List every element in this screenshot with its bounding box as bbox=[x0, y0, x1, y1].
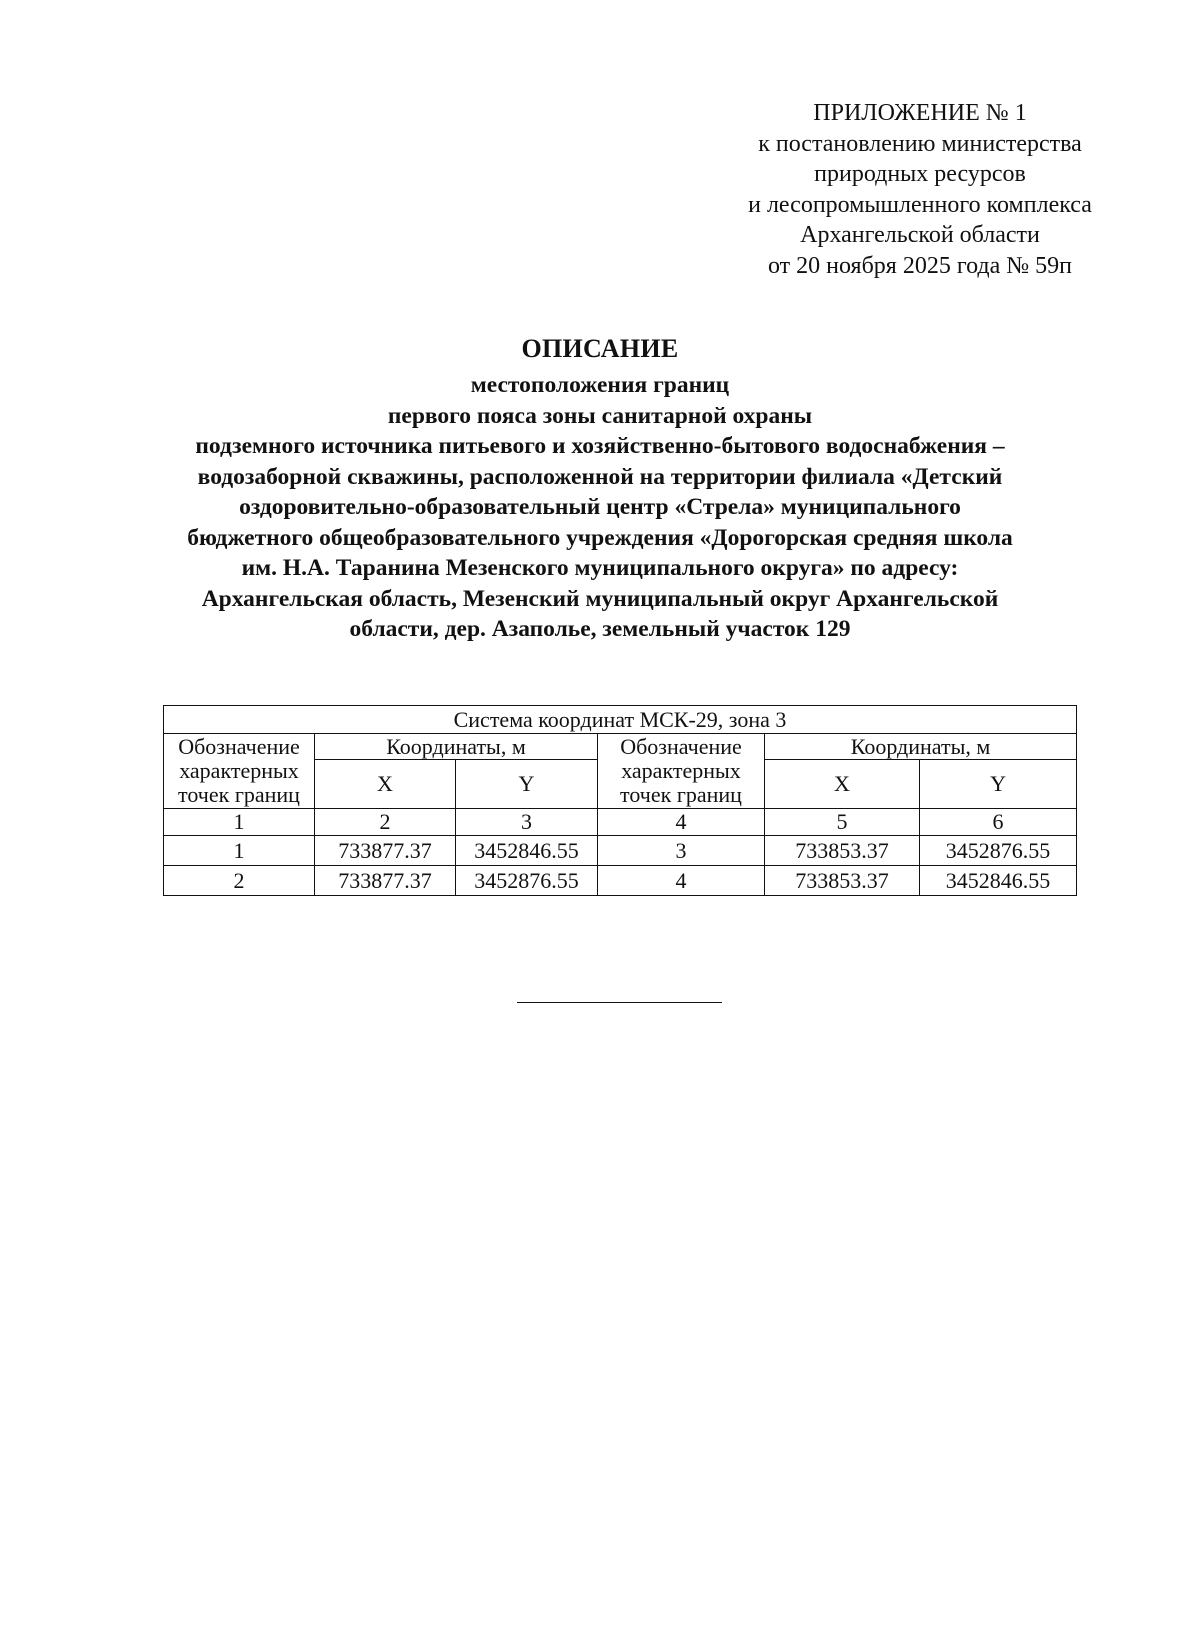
table-row bbox=[164, 866, 1077, 896]
header-text-line: точек границ bbox=[620, 782, 742, 807]
document-title: ОПИСАНИЕ bbox=[521, 334, 679, 363]
x-value-cell: 733853.37 bbox=[765, 836, 920, 866]
point-number-cell: 2 bbox=[164, 866, 315, 896]
column-number: 4 bbox=[598, 809, 765, 836]
heading-line: подземного источника питьевого и хозяйственно-бытового водоснабжения – bbox=[195, 433, 1005, 459]
closing-divider bbox=[517, 1002, 722, 1003]
y-header-left: Y bbox=[456, 760, 598, 809]
table-system-row bbox=[164, 706, 1077, 734]
appendix-line: и лесопромышленного комплекса bbox=[748, 191, 1092, 218]
heading-line: первого пояса зоны санитарной охраны bbox=[387, 402, 813, 429]
y-value-cell: 3452876.55 bbox=[920, 836, 1077, 866]
header-text-line: характерных bbox=[621, 758, 741, 783]
appendix-number: ПРИЛОЖЕНИЕ № 1 bbox=[813, 100, 1027, 126]
coordinates-header-left: Координаты, м bbox=[315, 734, 598, 760]
coordinates-table bbox=[163, 705, 1077, 896]
appendix-block bbox=[700, 98, 1140, 281]
header-text-line: точек границ bbox=[178, 782, 300, 807]
y-value-cell: 3452846.55 bbox=[920, 866, 1077, 896]
appendix-line: к постановлению министерства bbox=[758, 130, 1082, 157]
document-heading bbox=[60, 334, 1140, 645]
point-number-cell: 1 bbox=[164, 836, 315, 866]
header-text-line: Обозначение bbox=[178, 734, 300, 759]
appendix-line: природных ресурсов bbox=[814, 161, 1026, 187]
y-value-cell: 3452846.55 bbox=[456, 836, 598, 866]
y-header-right: Y bbox=[920, 760, 1077, 809]
heading-line: Архангельская область, Мезенский муниципальный округ Архангельской bbox=[201, 585, 999, 612]
point-number-cell: 4 bbox=[598, 866, 765, 896]
appendix-line: Архангельской области bbox=[800, 222, 1040, 248]
column-number-row bbox=[164, 809, 1077, 836]
header-text-line: Обозначение bbox=[620, 734, 742, 759]
column-number: 2 bbox=[315, 809, 456, 836]
heading-line: им. Н.А. Таранина Мезенского муниципального округа» по адресу: bbox=[241, 555, 959, 581]
coordinates-header-right: Координаты, м bbox=[765, 734, 1077, 760]
coordinate-system-cell: Система координат МСК-29, зона 3 bbox=[164, 706, 1077, 734]
column-number: 5 bbox=[765, 809, 920, 836]
x-header-left: X bbox=[315, 760, 456, 809]
column-number: 6 bbox=[920, 809, 1077, 836]
heading-line: местоположения границ bbox=[470, 372, 730, 398]
x-value-cell: 733877.37 bbox=[315, 866, 456, 896]
y-value-cell: 3452876.55 bbox=[456, 866, 598, 896]
table-header-row bbox=[164, 734, 1077, 760]
appendix-date-line: от 20 ноября 2025 года № 59п bbox=[767, 252, 1072, 279]
point-designation-header-left bbox=[164, 734, 315, 809]
heading-line: области, дер. Азаполье, земельный участок 129 bbox=[349, 616, 851, 642]
column-number: 3 bbox=[456, 809, 598, 836]
x-value-cell: 733853.37 bbox=[765, 866, 920, 896]
point-number-cell: 3 bbox=[598, 836, 765, 866]
header-text-line: характерных bbox=[179, 758, 299, 783]
table-row bbox=[164, 836, 1077, 866]
x-value-cell: 733877.37 bbox=[315, 836, 456, 866]
x-header-right: X bbox=[765, 760, 920, 809]
column-number: 1 bbox=[164, 809, 315, 836]
heading-line: бюджетного общеобразовательного учреждения «Дорогорская средняя школа bbox=[187, 524, 1013, 551]
heading-line: оздоровительно-образовательный центр «Стрела» муниципального bbox=[239, 494, 961, 520]
heading-line: водозаборной скважины, расположенной на территории филиала «Детский bbox=[197, 463, 1003, 490]
point-designation-header-right bbox=[598, 734, 765, 809]
